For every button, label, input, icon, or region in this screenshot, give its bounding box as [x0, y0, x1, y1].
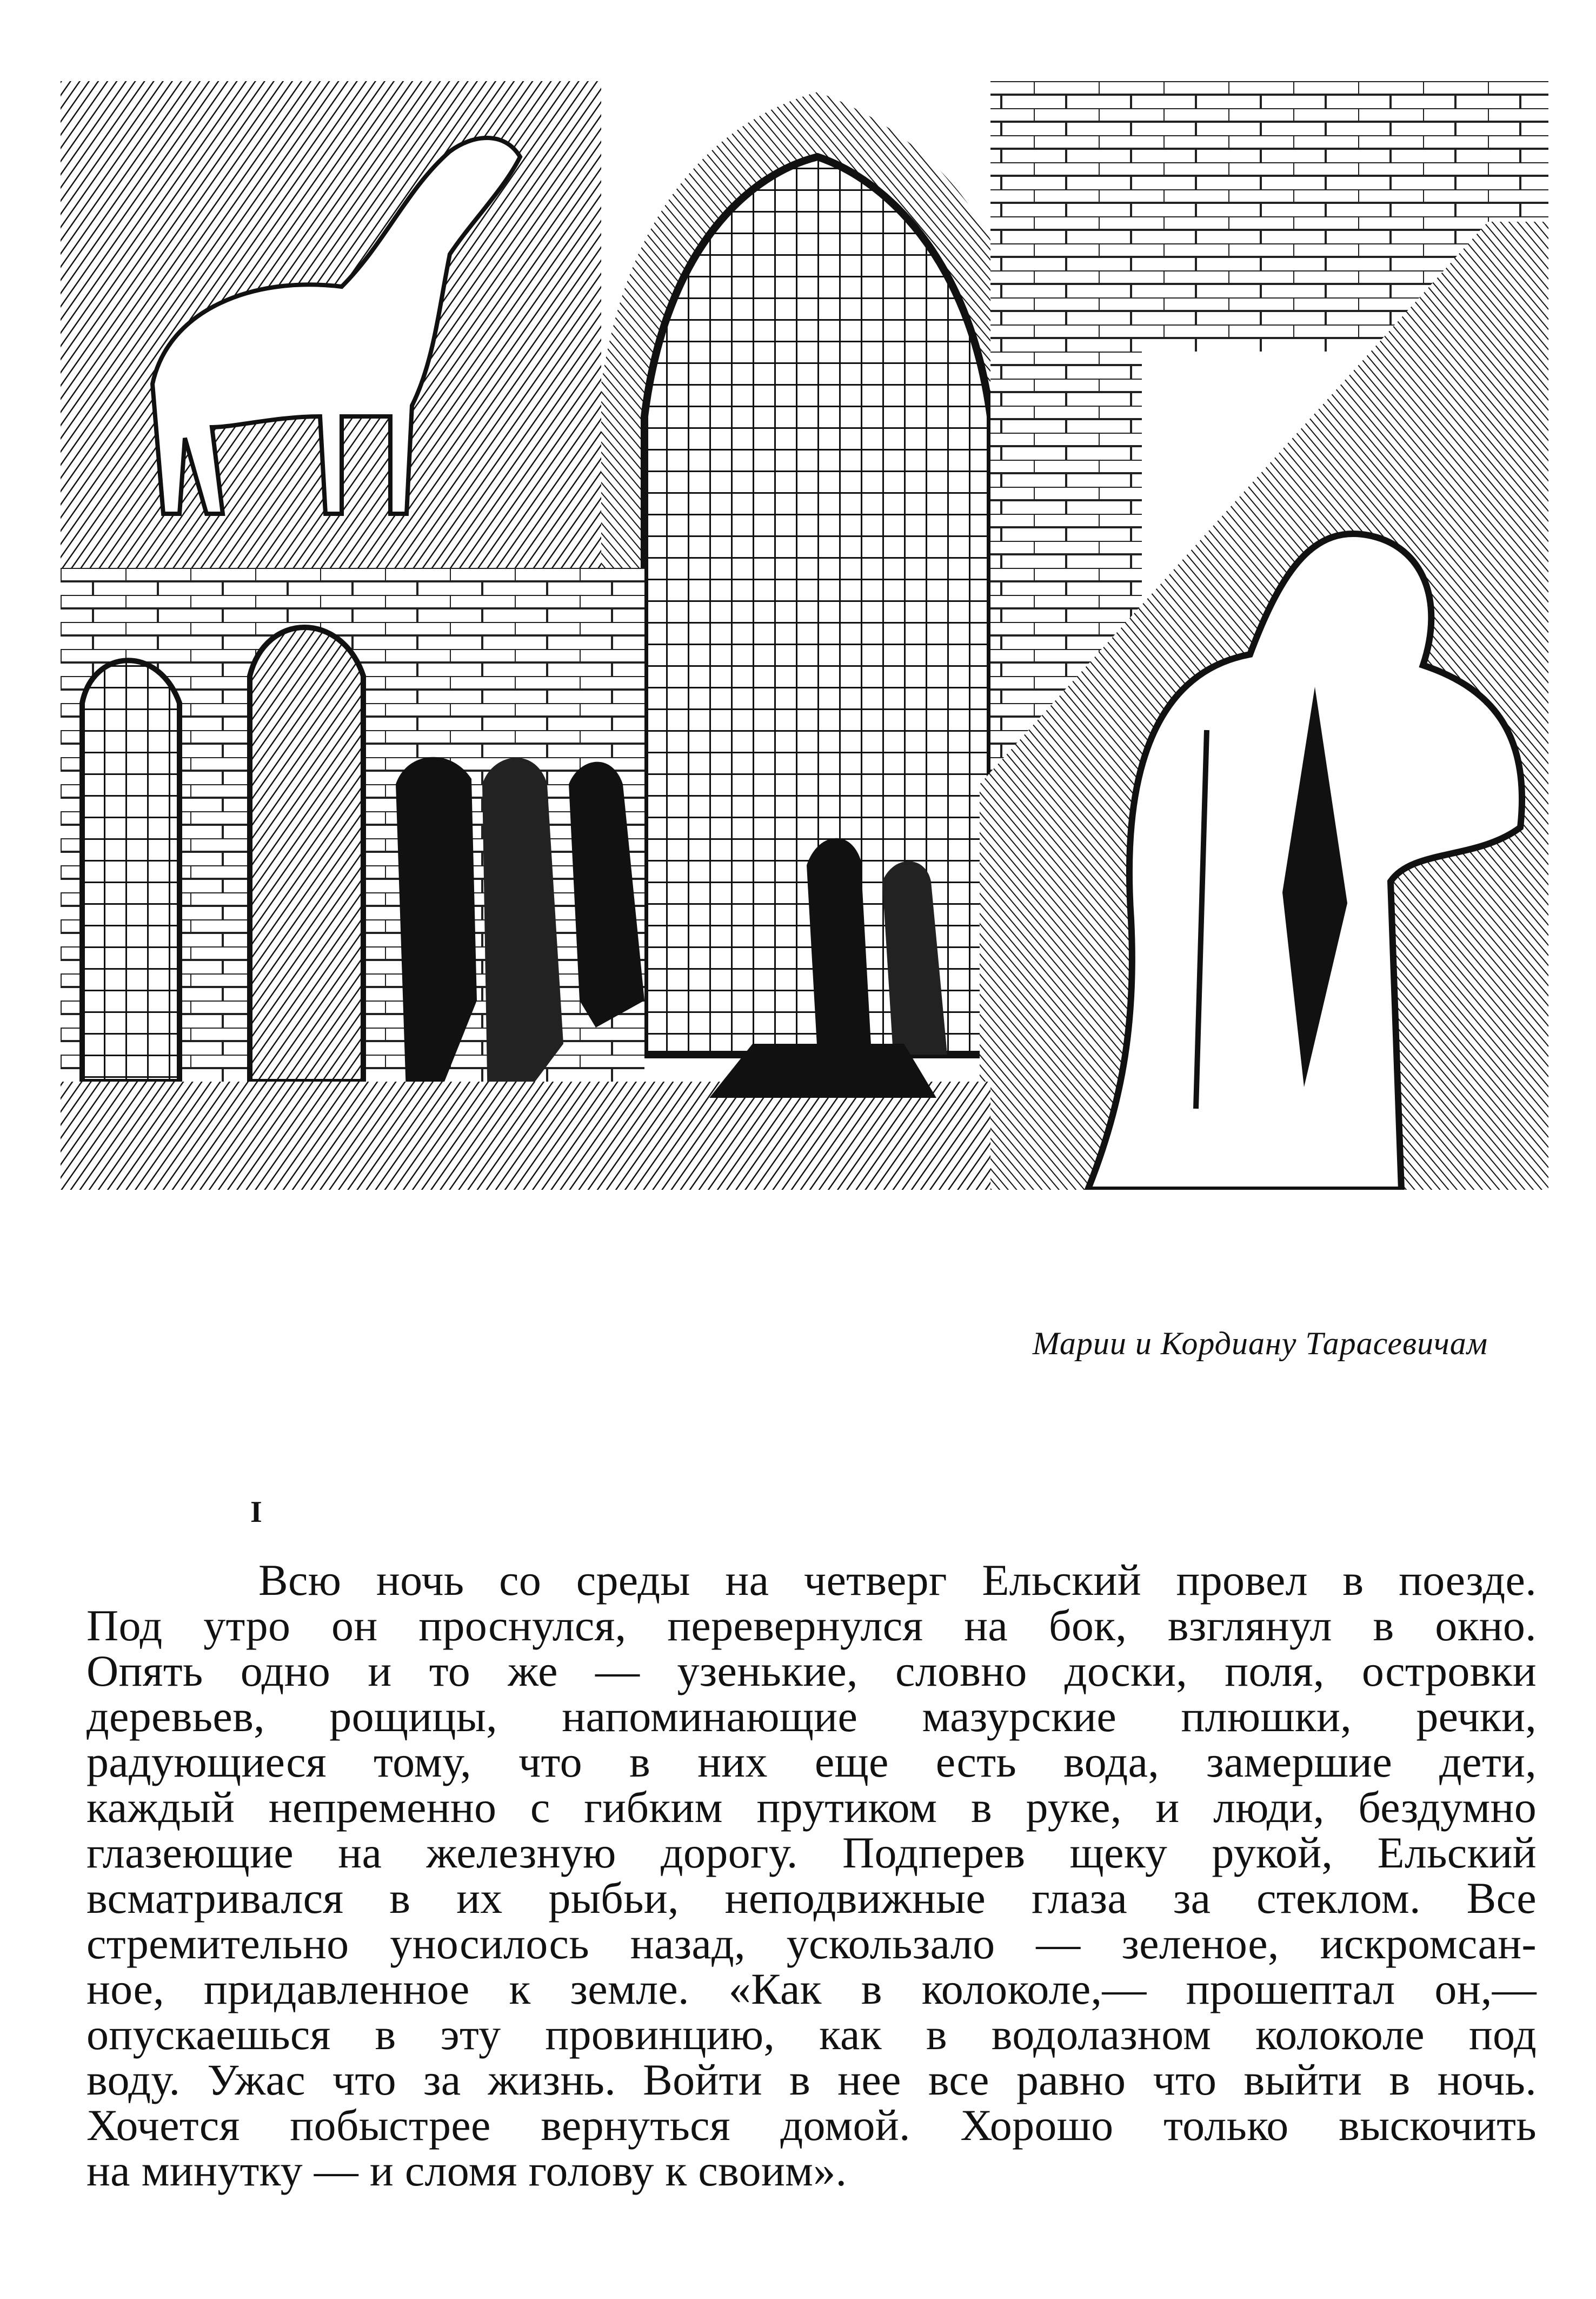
paragraph-line: деревьев, рощицы, напоминающие мазурские плюшки, речки, [87, 1692, 1537, 1741]
illustration [61, 81, 1548, 1190]
paragraph-line: опускаешься в эту провинцию, как в водолазном колоколе под [87, 2010, 1537, 2059]
body-paragraph [87, 1555, 1537, 2195]
paragraph-line: ное, придавленное к земле. «Как в колоколе,— прошептал он,— [87, 1964, 1537, 2013]
paragraph-line: всматривался в их рыбьи, неподвижные глаза за стеклом. Все [87, 1873, 1537, 1923]
paragraph-line: воду. Ужас что за жизнь. Войти в нее все равно что выйти в ночь. [87, 2055, 1537, 2104]
paragraph-line: на минутку — и сломя голову к своим». [87, 2146, 847, 2195]
paragraph-line: глазеющие на железную дорогу. Подперев щеку рукой, Ельский [87, 1828, 1537, 1877]
pen-and-ink-illustration-icon [61, 81, 1548, 1190]
paragraph-line: каждый непременно с гибким прутиком в руке, и люди, бездумно [87, 1783, 1537, 1832]
paragraph-line: Хочется побыстрее вернуться домой. Хорошо только выскочить [87, 2101, 1537, 2150]
paragraph-line: Всю ночь со среды на четверг Ельский провел в поезде. [258, 1555, 1537, 1605]
chapter-number: I [250, 1495, 262, 1529]
paragraph-line: Опять одно и то же — узенькие, словно доски, поля, островки [87, 1646, 1537, 1695]
paragraph-line: стремительно уносилось назад, ускользало — зеленое, искромсан- [87, 1919, 1537, 1968]
paragraph-line: радующиеся тому, что в них еще есть вода, замершие дети, [87, 1737, 1537, 1786]
paragraph-line: Под утро он проснулся, перевернулся на бок, взглянул в окно. [87, 1601, 1537, 1650]
dedication: Марии и Кордиану Тарасевичам [1032, 1326, 1488, 1361]
